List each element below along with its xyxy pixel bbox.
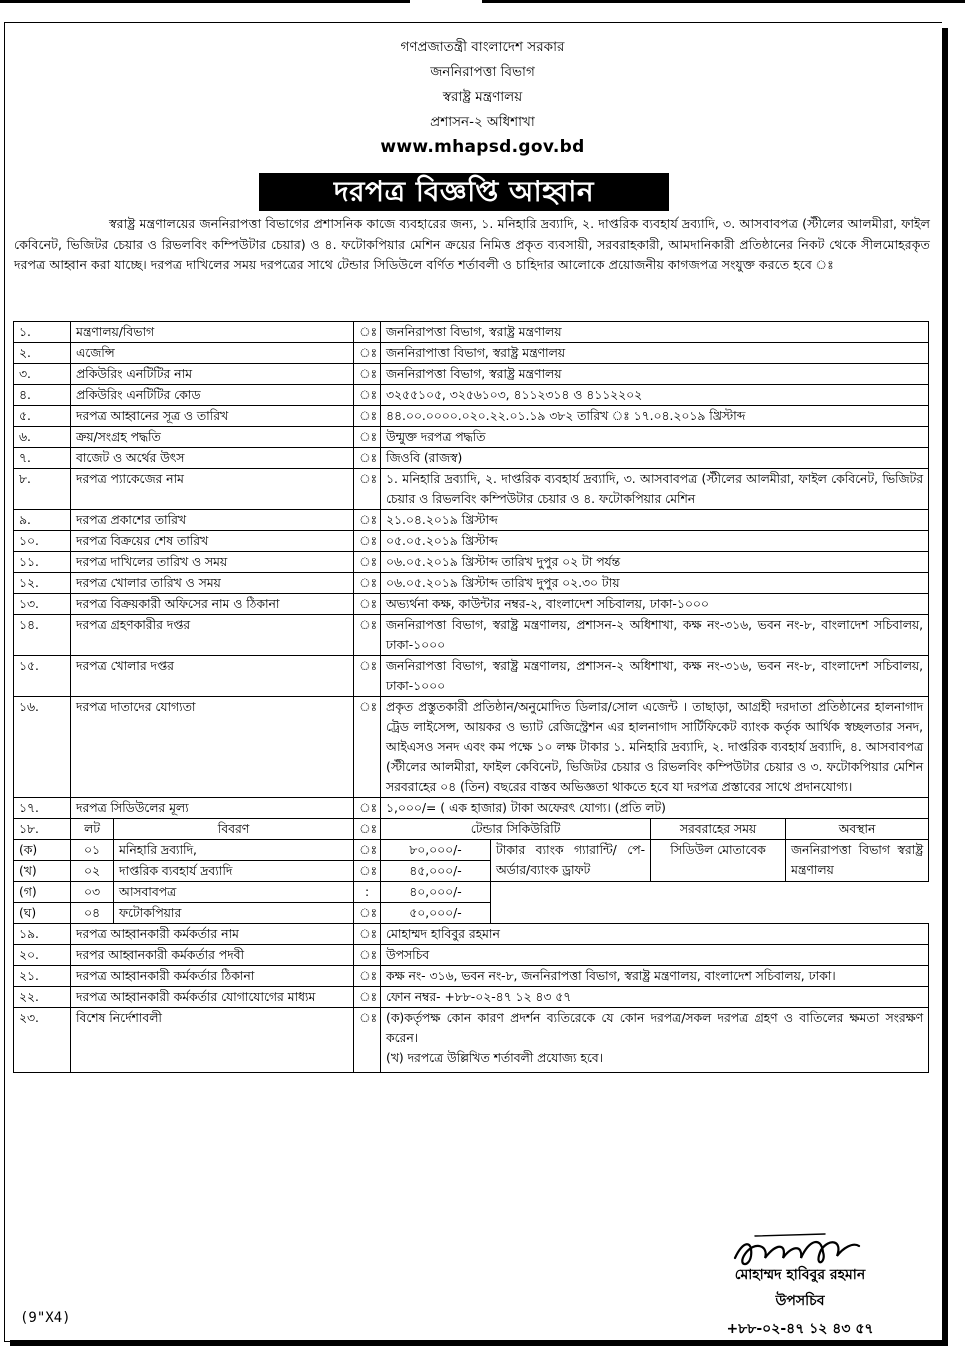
separator: ঃ: [354, 924, 381, 945]
row-no: ৭.: [14, 448, 71, 469]
separator: ঃ: [354, 840, 381, 861]
lot-number: ০১: [71, 840, 114, 861]
row-label: দরপত্র আহ্বানকারী কর্মকর্তার যোগাযোগের মাধ্যম: [71, 987, 354, 1008]
table-row: [14, 573, 929, 594]
table-row: [14, 469, 929, 510]
row-no: ১৫.: [14, 656, 71, 697]
table-row: [14, 594, 929, 615]
row-value: মোহাম্মদ হাবিবুর রহমান: [381, 924, 929, 945]
separator: ঃ: [354, 903, 381, 924]
row-value: ১. মনিহারি দ্রব্যাদি, ২. দাপ্তরিক ব্যবহার্য দ্রব্যাদি, ৩. আসবাবপত্র (স্টীলের আলমীরা, ফাইল কেবিনেট, ভিজিটর চেয়ার ও রিভলবিং কম্পিউটার চেয়ার ও ৪. ফটোকপিয়ার মেশিন: [381, 469, 929, 510]
lot-amount: ৫০,০০০/-: [381, 903, 491, 924]
separator: ঃ: [354, 364, 381, 385]
row-label: দরপর আহ্বানকারী কর্মকর্তার পদবী: [71, 945, 354, 966]
row-value: জননিরাপত্তা বিভাগ, স্বরাষ্ট্র মন্ত্রণালয়, প্রশাসন-২ অধিশাখা, কক্ষ নং-৩১৬, ভবন নং-৮, বাংলাদেশ সচিবালয়, ঢাকা-১০০০: [381, 656, 929, 697]
row-value: জননিরাপত্তা বিভাগ, স্বরাষ্ট্র মন্ত্রণালয়: [381, 322, 929, 343]
header-branch: প্রশাসন-২ অধিশাখা: [430, 114, 535, 130]
lot-header: লট: [71, 819, 114, 840]
separator: ঃ: [354, 987, 381, 1008]
row-no: ২০.: [14, 945, 71, 966]
separator: ঃ: [354, 531, 381, 552]
row-value: ০৬.০৫.২০১৯ খ্রিস্টাব্দ তারিখ দুপুর ০২.৩০ টায়: [381, 573, 929, 594]
lot-mark: (ঘ): [14, 903, 71, 924]
lot-amount: ৮০,০০০/-: [381, 840, 491, 861]
row-label: দরপত্র আহ্বানকারী কর্মকর্তার নাম: [71, 924, 354, 945]
special-instruction-a: (ক)কর্তৃপক্ষ কোন কারণ প্রদর্শন ব্যতিরেকে যে কোন দরপত্র/সকল দরপত্র গ্রহণ ও বাতিলের ক্ষমতা সংরক্ষণ করেন।: [386, 1011, 924, 1045]
separator: ঃ: [354, 615, 381, 656]
table-row: [14, 385, 929, 406]
table-row: [14, 840, 929, 861]
row-label: মন্ত্রণালয়/বিভাগ: [71, 322, 354, 343]
desc-header: বিবরণ: [114, 819, 354, 840]
lot-mark: (খ): [14, 861, 71, 882]
row-no: ২২.: [14, 987, 71, 1008]
table-row: [14, 882, 929, 903]
separator: ঃ: [354, 573, 381, 594]
table-row: [14, 656, 929, 697]
header-division: জননিরাপত্তা বিভাগ: [430, 64, 535, 80]
supply-time-header: সরবরাহের সময়: [651, 819, 786, 840]
row-label: দরপত্র খোলার দপ্তর: [71, 656, 354, 697]
row-value: কক্ষ নং- ৩১৬, ভবন নং-৮, জননিরাপত্তা বিভাগ, স্বরাষ্ট্র মন্ত্রণালয়, বাংলাদেশ সচিবালয়, ঢাকা।: [381, 966, 929, 987]
row-label: দরপত্র বিক্রয়ের শেষ তারিখ: [71, 531, 354, 552]
row-no: ১৩.: [14, 594, 71, 615]
row-no: ৪.: [14, 385, 71, 406]
table-row: [14, 364, 929, 385]
security-header: টেন্ডার সিকিউরিটি: [381, 819, 651, 840]
special-instruction-b: (খ) দরপত্রে উল্লিখিত শর্তাবলী প্রযোজ্য হবে।: [386, 1051, 604, 1065]
row-no: ১.: [14, 322, 71, 343]
table-row: [14, 552, 929, 573]
row-label: দরপত্র গ্রহণকারীর দপ্তর: [71, 615, 354, 656]
separator: ঃ: [354, 697, 381, 798]
website-link[interactable]: www.mhapsd.gov.bd: [380, 137, 585, 157]
lot-number: ০৪: [71, 903, 114, 924]
row-no: ১৯.: [14, 924, 71, 945]
frame-shadow-right: [942, 28, 948, 1346]
row-no: ২৩.: [14, 1008, 71, 1073]
table-row: [14, 966, 929, 987]
lot-number: ০৩: [71, 882, 114, 903]
top-border-left: [0, 0, 410, 3]
lot-amount: ৪০,০০০/-: [381, 882, 491, 903]
lot-amount: ৪৫,০০০/-: [381, 861, 491, 882]
separator: ঃ: [354, 322, 381, 343]
lot-number: ০২: [71, 861, 114, 882]
table-row: [14, 819, 929, 840]
row-no: ৯.: [14, 510, 71, 531]
row-no: ১৪.: [14, 615, 71, 656]
separator: ঃ: [354, 945, 381, 966]
table-row: [14, 924, 929, 945]
table-row: [14, 1008, 929, 1073]
row-label: ক্রয়/সংগ্রহ পদ্ধতি: [71, 427, 354, 448]
header-website[interactable]: [0, 138, 965, 158]
table-row: [14, 531, 929, 552]
separator: ঃ: [354, 798, 381, 819]
security-form: টাকার ব্যাংক গ্যারান্টি/ পে-অর্ডার/ব্যাংক ড্রাফট: [491, 840, 651, 882]
lot-mark: (ক): [14, 840, 71, 861]
ad-size: (9"X4): [20, 1310, 71, 1326]
row-label: দরপত্র বিক্রয়কারী অফিসের নাম ও ঠিকানা: [71, 594, 354, 615]
row-label: দরপত্র দাতাদের যোগ্যতা: [71, 697, 354, 798]
row-value: জননিরাপাত্তা বিভাগ, স্বরাষ্ট্র মন্ত্রণালয়: [381, 343, 929, 364]
row-no: ৬.: [14, 427, 71, 448]
row-value: ০৫.০৫.২০১৯ খ্রিস্টাব্দ: [381, 531, 929, 552]
row-label: এজেন্সি: [71, 343, 354, 364]
row-no: ১৭.: [14, 798, 71, 819]
signatory-designation: উপসচিব: [775, 1293, 825, 1309]
table-row: [14, 448, 929, 469]
row-label: দরপত্র প্রকাশের তারিখ: [71, 510, 354, 531]
row-no: ৮.: [14, 469, 71, 510]
row-label: প্রকিউরিং এনটিটির নাম: [71, 364, 354, 385]
delivery-location: জননিরাপত্তা বিভাগ স্বরাষ্ট্র মন্ত্রণালয়: [786, 840, 929, 882]
empty-cell: [491, 882, 929, 924]
intro-paragraph: স্বরাষ্ট্র মন্ত্রণালয়ের জননিরাপত্তা বিভাগের প্রশাসনিক কাজে ব্যবহারের জন্য, ১. মনিহারি দ্রব্যাদি, ২. দাপ্তরিক ব্যবহার্য দ্রব্যাদি, ৩. আসবাবপত্র (স্টীলের আলমীরা, ফাইল কেবিনেট, ভিজিটর চেয়ার ও রিভলবিং কম্পিউটার চেয়ার) ও ৪. ফটোকপিয়ার মেশিন ক্রয়ের নিমিত্ত প্রকৃত ব্যবসায়ী, সরবরাহকারী, আমদানিকারী প্রতিষ্ঠানের নিকট থেকে সীলমোহরকৃত দরপত্র আহ্বান করা যাচ্ছে। দরপত্র দাখিলের সময় দরপত্রের সাথে টেন্ডার সিডিউলে বর্ণিত শর্তাবলী ও চাহিদার আলোকে প্রয়োজনীয় কাগজপত্র সংযুক্ত করতে হবে ঃ: [14, 216, 930, 272]
separator: ঃ: [354, 656, 381, 697]
row-value: উপসচিব: [381, 945, 929, 966]
row-no: ১৮.: [14, 819, 71, 840]
lot-desc: ফটোকপিয়ার: [114, 903, 354, 924]
table-row: [14, 406, 929, 427]
table-row: [14, 510, 929, 531]
row-label: বাজেট ও অর্থের উৎস: [71, 448, 354, 469]
row-value: প্রকৃত প্রস্তুতকারী প্রতিষ্ঠান/অনুমোদিত ডিলার/সোল এজেন্ট । তাছাড়া, আগ্রহী দরদাতা প্রতিষ্ঠানের হালনাগাদ ট্রেড লাইসেন্স, আয়কর ও ভ্যাট রেজিস্ট্রেশন এর হালনাগাদ সার্টিফিকেট ব্যাংক কর্তৃক আর্থিক স্বচ্ছলতার সনদ, আইএসও সনদ এবং কম পক্ষে ১০ লক্ষ টাকার ১. মনিহারি দ্রব্যাদি, ২. দাপ্তরিক ব্যবহার্য দ্রব্যাদি, ৪. আসবাবপত্র (স্টীলের আলমীরা, ফাইল কেবিনেট, ভিজিটর চেয়ার ও রিভলবিং কম্পিউটার চেয়ার ও ৩. ফটোকপিয়ার মেশিন সরবরাহের ০৪ (তিন) বছরের বাস্তব অভিজ্ঞতা থাকতে হবে যা দরপত্র প্রস্তাবের সাথে প্রদানযোগ্য।: [381, 697, 929, 798]
table-row: [14, 322, 929, 343]
row-no: ৫.: [14, 406, 71, 427]
row-label: দরপত্র দাখিলের তারিখ ও সময়: [71, 552, 354, 573]
row-label: দরপত্র আহ্বানকারী কর্মকর্তার ঠিকানা: [71, 966, 354, 987]
separator: ঃ: [354, 406, 381, 427]
row-no: ১০.: [14, 531, 71, 552]
row-label: দরপত্র আহ্বানের সূত্র ও তারিখ: [71, 406, 354, 427]
table-row: [14, 798, 929, 819]
separator: ঃ: [354, 385, 381, 406]
table-row: [14, 343, 929, 364]
separator: ঃ: [354, 966, 381, 987]
tender-table: [13, 321, 929, 1073]
header-ministry: স্বরাষ্ট্র মন্ত্রণালয়: [442, 89, 523, 105]
separator: ঃ: [354, 819, 381, 840]
row-no: ২১.: [14, 966, 71, 987]
supply-time: সিডিউল মোতাবেক: [651, 840, 786, 882]
header-gov: গণপ্রজাতন্ত্রী বাংলাদেশ সরকার: [400, 39, 565, 55]
table-row: [14, 987, 929, 1008]
separator: ঃ: [354, 510, 381, 531]
lot-desc: মনিহারি দ্রব্যাদি,: [114, 840, 354, 861]
separator: ঃ: [354, 594, 381, 615]
row-no: ১৬.: [14, 697, 71, 798]
row-value: জননিরাপত্তা বিভাগ, স্বরাষ্ট্র মন্ত্রণালয়, প্রশাসন-২ অধিশাখা, কক্ষ নং-৩১৬, ভবন নং-৮, বাংলাদেশ সচিবালয়, ঢাকা-১০০০: [381, 615, 929, 656]
separator: ঃ: [354, 343, 381, 364]
location-header: অবস্থান: [786, 819, 929, 840]
row-label: দরপত্র সিডিউলের মূল্য: [71, 798, 354, 819]
separator: ঃ: [354, 469, 381, 510]
row-label: দরপত্র খোলার তারিখ ও সময়: [71, 573, 354, 594]
row-value: জিওবি (রাজস্ব): [381, 448, 929, 469]
row-no: ২.: [14, 343, 71, 364]
row-value: জননিরাপত্তা বিভাগ, স্বরাষ্ট্র মন্ত্রণালয়: [381, 364, 929, 385]
lot-mark: (গ): [14, 882, 71, 903]
row-label: বিশেষ নির্দেশাবলী: [71, 1008, 354, 1073]
table-row: [14, 615, 929, 656]
row-no: ১২.: [14, 573, 71, 594]
row-value: ৩২৫৫১০৫, ৩২৫৬১০৩, ৪১১২৩১৪ ও ৪১১২২০২: [381, 385, 929, 406]
row-value: উন্মুক্ত দরপত্র পদ্ধতি: [381, 427, 929, 448]
row-label: প্রকিউরিং এনটিটির কোড: [71, 385, 354, 406]
table-row: [14, 945, 929, 966]
row-value: ২১.০৪.২০১৯ খ্রিস্টাব্দ: [381, 510, 929, 531]
top-border-right: [482, 0, 965, 3]
separator: ঃ: [354, 552, 381, 573]
row-no: ৩.: [14, 364, 71, 385]
separator: :: [354, 882, 381, 903]
signatory-phone: +৮৮-০২-৪৭ ১২ ৪৩ ৫৭: [726, 1321, 874, 1337]
signatory-name: মোহাম্মদ হাবিবুর রহমান: [734, 1267, 866, 1283]
row-value: ০৬.০৫.২০১৯ খ্রিস্টাব্দ তারিখ দুপুর ০২ টা পর্যন্ত: [381, 552, 929, 573]
table-row: [14, 427, 929, 448]
row-value: অভ্যর্থনা কক্ষ, কাউন্টার নম্বর-২, বাংলাদেশ সচিবালয়, ঢাকা-১০০০: [381, 594, 929, 615]
row-value: ১,০০০/= ( এক হাজার) টাকা অফেরৎ যোগ্য। (প্রতি লট): [381, 798, 929, 819]
separator: ঃ: [354, 448, 381, 469]
row-label: দরপত্র প্যাকেজের নাম: [71, 469, 354, 510]
separator: ঃ: [354, 427, 381, 448]
lot-desc: আসবাবপত্র: [114, 882, 354, 903]
row-no: ১১.: [14, 552, 71, 573]
separator: ঃ: [354, 1008, 381, 1073]
page-title: দরপত্র বিজ্ঞপ্তি আহ্বান: [259, 173, 669, 211]
separator: ঃ: [354, 861, 381, 882]
row-value: ৪৪.০০.০০০০.০২০.২২.০১.১৯ ৩৮২ তারিখ ঃ ১৭.০৪.২০১৯ খ্রিস্টাব্দ: [381, 406, 929, 427]
row-value: ফোন নম্বর- +৮৮-০২-৪৭ ১২ ৪৩ ৫৭: [381, 987, 929, 1008]
row-value: [381, 1008, 929, 1073]
lot-desc: দাপ্তরিক ব্যবহার্য দ্রব্যাদি: [114, 861, 354, 882]
table-row: [14, 697, 929, 798]
